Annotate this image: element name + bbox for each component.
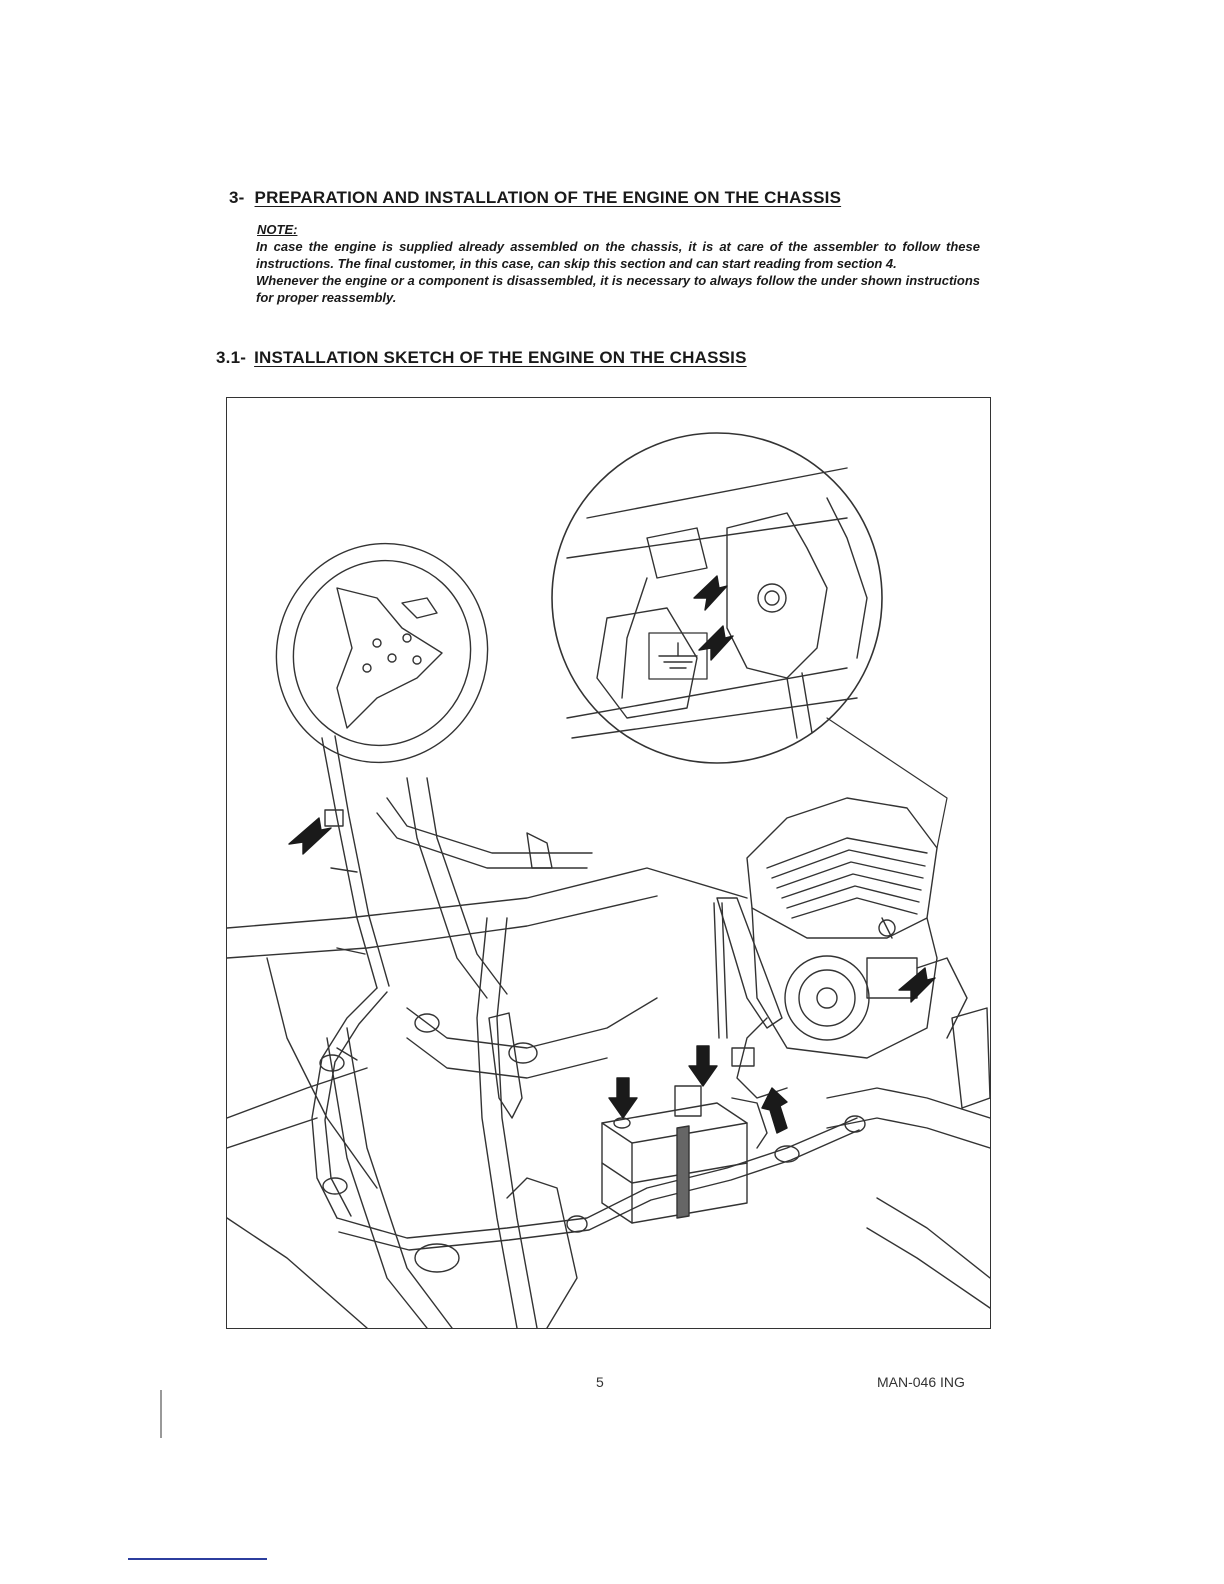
section-title: PREPARATION AND INSTALLATION OF THE ENGINE ON THE CHASSIS — [254, 188, 842, 207]
ground-symbol-icon — [649, 633, 707, 679]
page-number: 5 — [596, 1374, 604, 1390]
subsection-heading — [216, 348, 747, 368]
note-paragraph-2: Whenever the engine or a component is disassembled, it is necessary to always follow the under shown instructions for proper reassembly. — [256, 273, 980, 305]
installation-sketch — [226, 397, 991, 1329]
note-block — [256, 221, 980, 306]
wiring-harness — [320, 1055, 865, 1250]
scan-edge-mark — [160, 1390, 162, 1438]
footnote-rule — [128, 1558, 267, 1560]
section-heading — [229, 188, 841, 208]
document-code: MAN-046 ING — [877, 1374, 965, 1390]
subsection-number: 3.1- — [216, 348, 247, 367]
section-number: 3- — [229, 188, 245, 207]
note-paragraph-1: In case the engine is supplied already assembled on the chassis, it is at care of the assembler to follow these instructions. The final customer, in this case, can skip this section and can start reading from section 4. — [256, 239, 980, 271]
steering-wheel-icon — [246, 514, 519, 1218]
note-label: NOTE: — [257, 222, 298, 237]
subsection-title: INSTALLATION SKETCH OF THE ENGINE ON THE CHASSIS — [254, 348, 747, 367]
engine-icon — [714, 798, 967, 1098]
detail-magnifier — [552, 433, 947, 848]
